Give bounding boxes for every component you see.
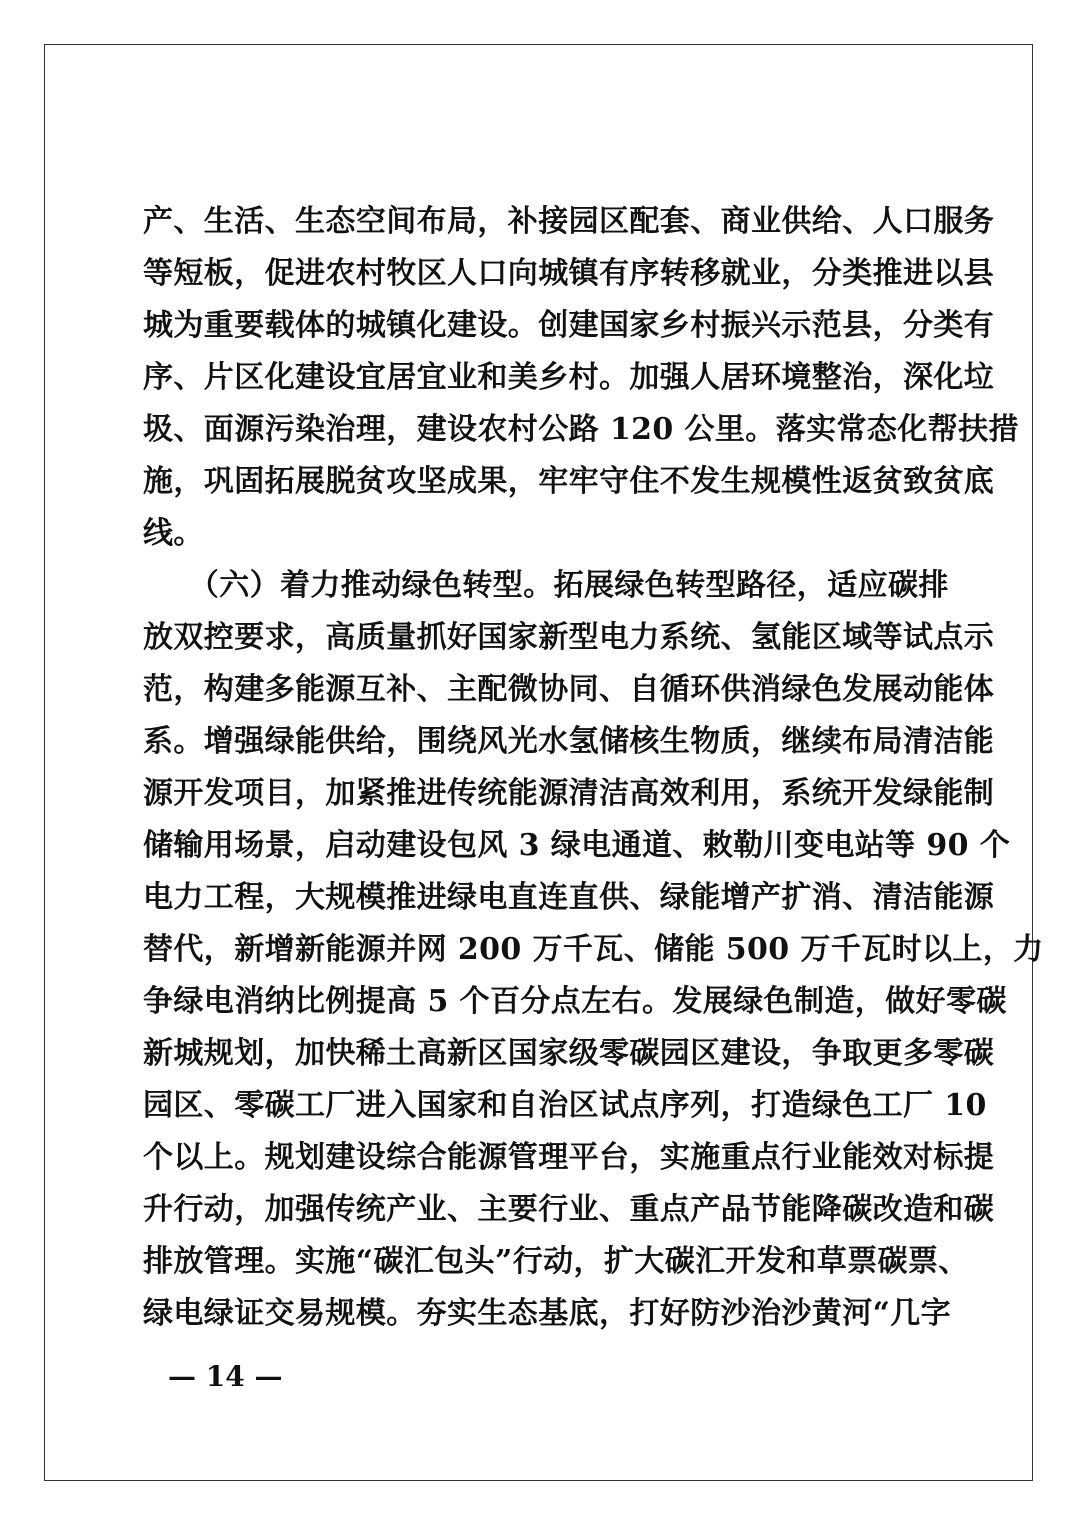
body-text [143,196,1044,1340]
text-line: 施，巩固拓展脱贫攻坚成果，牢牢守住不发生规模性返贫致贫底 [143,464,995,499]
text-line: 升行动，加强传统产业、主要行业、重点产品节能降碳改造和碳 [143,1192,995,1227]
text-line: 排放管理。实施“碳汇包头”行动，扩大碳汇开发和草票碳票、 [143,1244,969,1279]
page-number: — 14 — [168,1360,283,1393]
text-line: 绿电绿证交易规模。夯实生态基底，打好防沙治沙黄河“几字 [143,1296,952,1331]
text-line: 范，构建多能源互补、主配微协同、自循环供消绿色发展动能体 [143,672,995,707]
text-line: 储输用场景，启动建设包风 3 绿电通道、敕勒川变电站等 90 个 [143,828,1011,863]
text-line: 源开发项目，加紧推进传统能源清洁高效利用，系统开发绿能制 [143,776,995,811]
text-line: 电力工程，大规模推进绿电直连直供、绿能增产扩消、清洁能源 [143,880,995,915]
text-line: 争绿电消纳比例提高 5 个百分点左右。发展绿色制造，做好零碳 [143,984,1007,1019]
text-line: 序、片区化建设宜居宜业和美乡村。加强人居环境整治，深化垃 [143,360,995,395]
text-line: 园区、零碳工厂进入国家和自治区试点序列，打造绿色工厂 10 [143,1088,987,1123]
text-line: 产、生活、生态空间布局，补接园区配套、商业供给、人口服务 [143,204,995,239]
text-line: 线。 [143,516,204,551]
section-heading-line: （六）着力推动绿色转型。拓展绿色转型路径，适应碳排 [143,568,949,603]
text-line: 圾、面源污染治理，建设农村公路 120 公里。落实常态化帮扶措 [143,412,1019,447]
text-line: 等短板，促进农村牧区人口向城镇有序转移就业，分类推进以县 [143,256,995,291]
text-line: 城为重要载体的城镇化建设。创建国家乡村振兴示范县，分类有 [143,308,995,343]
text-line: 放双控要求，高质量抓好国家新型电力系统、氢能区域等试点示 [143,620,995,655]
text-line: 系。增强绿能供给，围绕风光水氢储核生物质，继续布局清洁能 [143,724,995,759]
text-line: 替代，新增新能源并网 200 万千瓦、储能 500 万千瓦时以上，力 [143,932,1044,967]
text-line: 新城规划，加快稀土高新区国家级零碳园区建设，争取更多零碳 [143,1036,995,1071]
text-line: 个以上。规划建设综合能源管理平台，实施重点行业能效对标提 [143,1140,995,1175]
